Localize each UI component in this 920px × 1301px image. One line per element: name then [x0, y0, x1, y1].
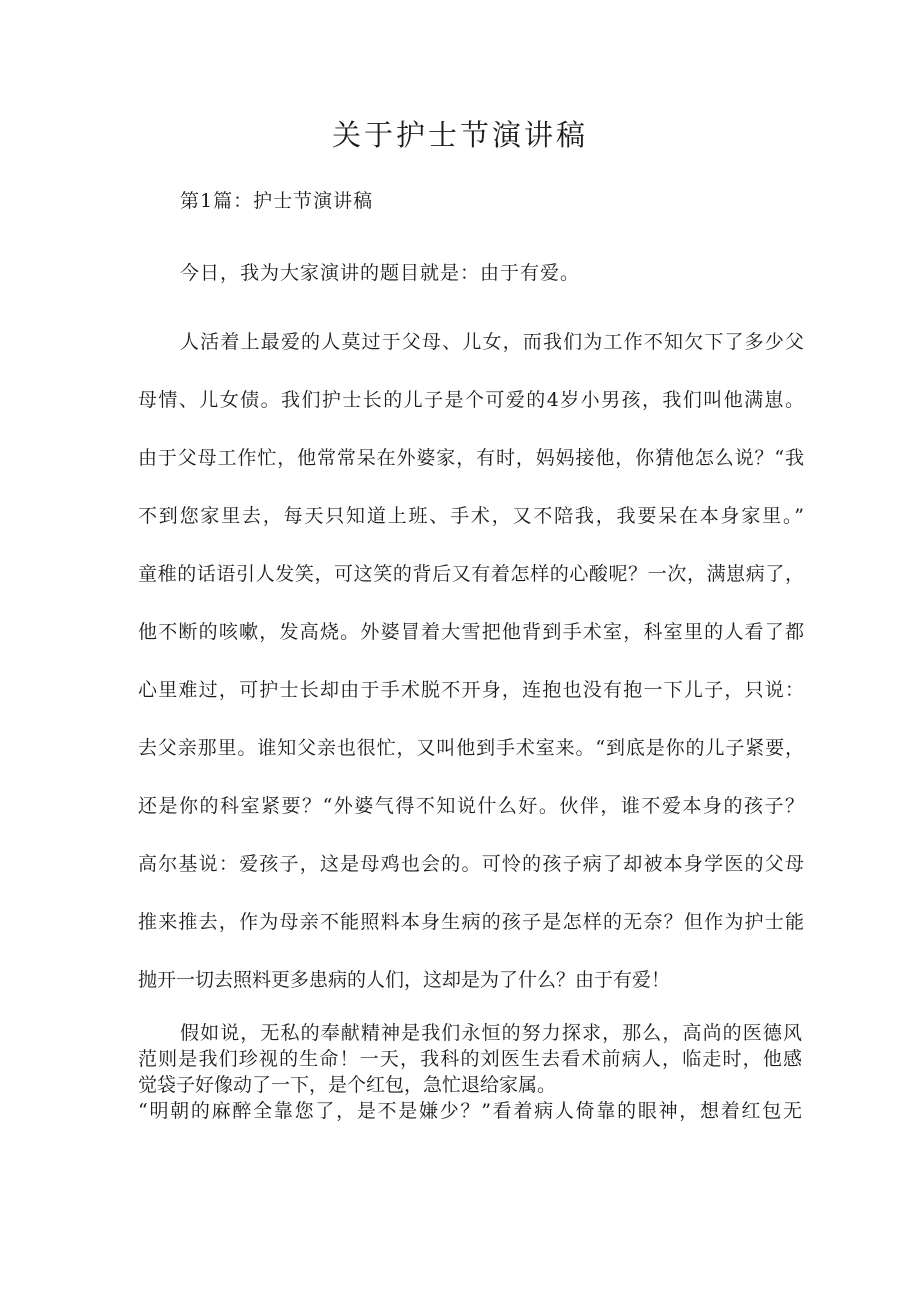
- text-line: 假如说，无私的奉献精神是我们永恒的努力探求，那么，高尚的医德风: [180, 1022, 802, 1044]
- text-line: “明朝的麻醉全靠您了，是不是嫌少？”看着病人倚靠的眼神，想着红包无: [138, 1100, 802, 1122]
- intro-line: 今日，我为大家演讲的题目就是：由于有爱。: [180, 262, 581, 284]
- text-line: 不到您家里去，每天只知道上班、手术，又不陪我，我要呆在本身家里。”: [138, 505, 804, 527]
- document-title: 关于护士节演讲稿: [331, 118, 588, 152]
- paragraph-1: [138, 322, 804, 1018]
- text-line: 母情、儿女债。我们护士长的儿子是个可爱的4岁小男孩，我们叫他满崽。: [138, 389, 804, 411]
- text-line: 高尔基说：爱孩子，这是母鸡也会的。可怜的孩子病了却被本身学医的父母: [138, 853, 804, 875]
- paragraph-3: [138, 1096, 802, 1126]
- text-line: 还是你的科室紧要？“外婆气得不知说什么好。伙伴，谁不爱本身的孩子？: [138, 795, 804, 817]
- text-line: 童稚的话语引人发笑，可这笑的背后又有着怎样的心酸呢？一次，满崽病了，: [138, 563, 804, 585]
- text-line: 由于父母工作忙，他常常呆在外婆家，有时，妈妈接他，你猜他怎么说？“我: [138, 447, 804, 469]
- text-line: 觉袋子好像动了一下，是个红包，急忙退给家属。: [138, 1074, 557, 1096]
- text-line: 人活着上最爱的人莫过于父母、儿女，而我们为工作不知欠下了多少父: [180, 331, 804, 353]
- text-line: 去父亲那里。谁知父亲也很忙，又叫他到手术室来。“到底是你的儿子紧要，: [138, 737, 804, 759]
- text-line: 抛开一切去照料更多患病的人们，这却是为了什么？由于有爱！: [138, 969, 671, 991]
- text-line: 推来推去，作为母亲不能照料本身生病的孩子是怎样的无奈？但作为护士能: [138, 911, 804, 933]
- section-heading: 第1篇：护士节演讲稿: [180, 190, 374, 212]
- text-line: 心里难过，可护士长却由于手术脱不开身，连抱也没有抱一下儿子，只说：: [138, 679, 804, 701]
- text-line: 他不断的咳嗽，发高烧。外婆冒着大雪把他背到手术室，科室里的人看了都: [138, 621, 804, 643]
- paragraph-2: [138, 1020, 802, 1098]
- text-line: 范则是我们珍视的生命！一天，我科的刘医生去看术前病人，临走时，他感: [138, 1048, 802, 1070]
